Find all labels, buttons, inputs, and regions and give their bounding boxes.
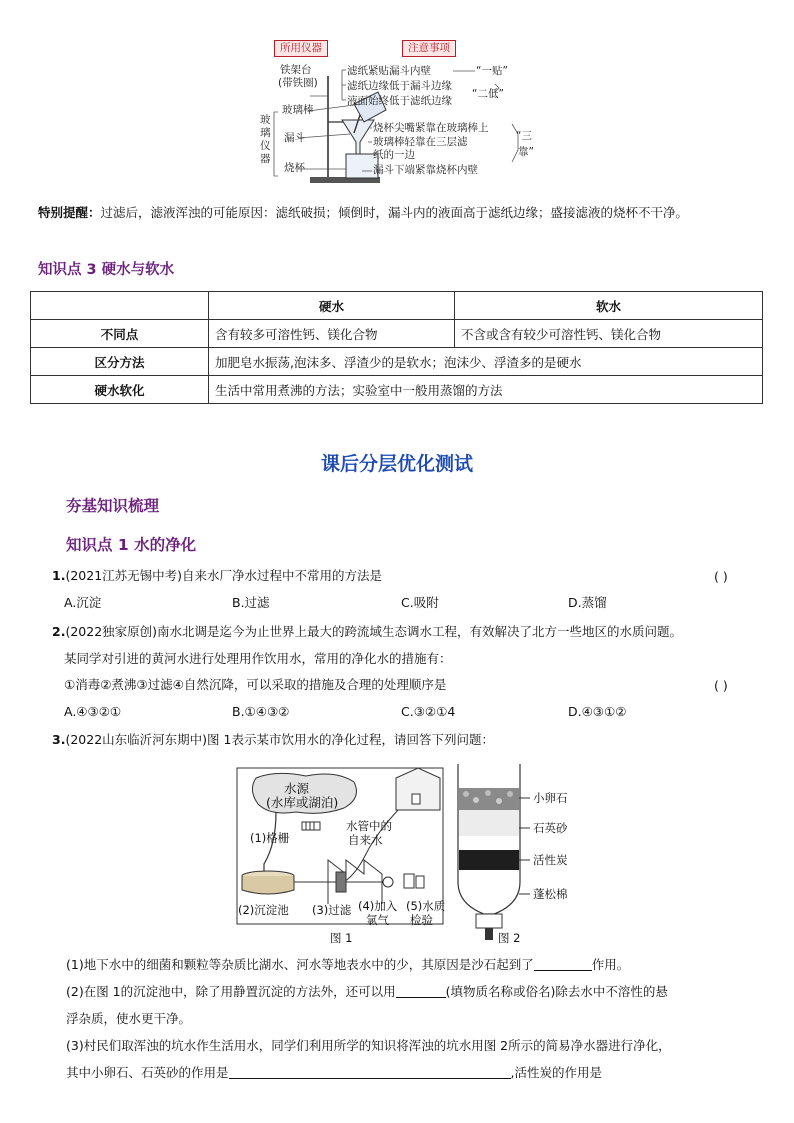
q3-sub1-blank[interactable]	[534, 956, 592, 971]
label-cotton: 蓬松棉	[533, 887, 568, 901]
kp1-title: 知识点 1 水的净化	[66, 536, 197, 554]
glassware-char: 器	[260, 153, 271, 165]
table-corner	[31, 292, 209, 320]
row-label: 硬水软化	[31, 376, 209, 404]
q2-option-b[interactable]: B.①④③②	[232, 704, 290, 719]
note-7: 漏斗下端紧靠烧杯内壁	[373, 164, 478, 176]
row-label: 不同点	[31, 320, 209, 348]
q3-sub2-text-a: (2)在图 1的沉淀池中，除了用静置沉淀的方法外，还可以用	[66, 984, 396, 999]
q2-number: 2.	[52, 624, 66, 639]
tag-two-low: “二低”	[472, 88, 504, 100]
header-instruments: 所用仪器	[274, 40, 328, 57]
q2-stem-3: ①消毒②煮沸③过滤④自然沉降，可以采取的措施及合理的处理顺序是	[64, 677, 447, 692]
label-activated-carbon: 活性炭	[533, 853, 568, 867]
tip-label: 特别提醒：	[38, 205, 101, 220]
note-6: 纸的一边	[373, 149, 415, 161]
q3-sub3: (3)村民们取浑浊的坑水作生活用水，同学们利用所学的知识将浑浊的坑水用图 2所示的简易净水器进行净化，	[66, 1038, 671, 1053]
label-pipe-2: 自来水	[348, 833, 383, 847]
label-quartz-sand: 石英砂	[533, 821, 568, 835]
subsection-title: 夯基知识梳理	[66, 497, 160, 515]
filtration-diagram	[250, 38, 535, 188]
label-glass-rod: 玻璃棒	[282, 104, 314, 116]
q1-option-d[interactable]: D.蒸馏	[568, 595, 607, 610]
label-chlorine-2: 氯气	[366, 913, 389, 927]
tip-text: 过滤后，滤液浑浊的可能原因：滤纸破损；倾倒时，漏斗内的液面高于滤纸边缘；盛接滤液的烧杯不干净。	[100, 205, 689, 220]
col-header-soft: 软水	[455, 292, 763, 320]
header-notes: 注意事项	[402, 40, 456, 57]
q3-number: 3.	[52, 732, 66, 747]
label-pipe-1: 水管中的	[346, 819, 392, 833]
q3-sub2	[66, 979, 668, 1005]
label-test-2: 检验	[410, 913, 433, 927]
q1-text: (2021江苏无锡中考)自来水厂净水过程中不常用的方法是	[65, 568, 383, 583]
q2-option-d[interactable]: D.④③①②	[568, 704, 627, 719]
label-iron-ring: (带铁圈)	[278, 77, 318, 89]
section-title: 课后分层优化测试	[320, 453, 473, 475]
q3-sub3-text-c: ,活性炭的作用是	[510, 1065, 602, 1080]
q2-option-c[interactable]: C.③②①4	[401, 704, 456, 719]
table-row	[31, 348, 763, 376]
q3-sub3-blank-1[interactable]	[229, 1064, 511, 1079]
water-purification-figure	[236, 764, 596, 952]
table-cell: 含有较多可溶性钙、镁化合物	[209, 320, 455, 348]
tag-three-lean-2: 靠”	[518, 146, 534, 158]
label-iron-stand: 铁架台	[280, 64, 312, 76]
note-3: 液面始终低于滤纸边缘	[347, 95, 452, 107]
table-cell: 不含或含有较少可溶性钙、镁化合物	[455, 320, 763, 348]
label-test-1: (5)水质	[406, 899, 446, 913]
q1-answer-paren[interactable]: ( )	[714, 569, 728, 584]
q3-sub1	[66, 952, 629, 978]
label-chlorine-1: (4)加入	[358, 899, 398, 913]
q2-stem-1	[52, 619, 682, 645]
caption-figure-1: 图 1	[330, 931, 353, 945]
tag-three-lean-1: “三	[516, 130, 532, 142]
q1-option-b[interactable]: B.过滤	[232, 595, 270, 610]
hard-soft-water-table	[30, 291, 763, 404]
tag-one-stick: “一贴”	[476, 65, 508, 77]
label-pebbles: 小卵石	[533, 791, 568, 805]
table-header-row	[31, 292, 763, 320]
table-row	[31, 320, 763, 348]
row-label: 区分方法	[31, 348, 209, 376]
q2-stem-2: 某同学对引进的黄河水进行处理用作饮用水，常用的净化水的措施有：	[64, 651, 452, 666]
table-cell: 生活中常用煮沸的方法；实验室中一般用蒸馏的方法	[209, 376, 763, 404]
q1-option-a[interactable]: A.沉淀	[64, 595, 102, 610]
kp3-title: 知识点 3 硬水与软水	[38, 262, 175, 278]
q2-answer-paren[interactable]: ( )	[714, 678, 728, 693]
q3-sub3-text-b: 其中小卵石、石英砂的作用是	[66, 1065, 229, 1080]
q1-option-c[interactable]: C.吸附	[401, 595, 439, 610]
label-sediment: (2)沉淀池	[238, 903, 289, 917]
q3-sub2-blank[interactable]	[396, 983, 446, 998]
q2-option-a[interactable]: A.④③②①	[64, 704, 122, 719]
label-source-1: 水源	[284, 781, 310, 796]
col-header-hard: 硬水	[209, 292, 455, 320]
glassware-char: 璃	[260, 127, 271, 139]
q3-sub3-cont	[66, 1060, 602, 1086]
note-2: 滤纸边缘低于漏斗边缘	[347, 80, 452, 92]
label-beaker: 烧杯	[284, 162, 305, 174]
q1-stem	[52, 563, 382, 589]
note-5: 玻璃棒轻靠在三层滤	[373, 136, 468, 148]
q1-number: 1.	[52, 568, 66, 583]
caption-figure-2: 图 2	[498, 931, 521, 945]
glassware-char: 玻	[260, 114, 271, 126]
note-1: 滤纸紧贴漏斗内壁	[347, 65, 431, 77]
q3-stem	[52, 727, 494, 753]
q3-sub2-cont: 浮杂质，使水更干净。	[66, 1011, 192, 1026]
q3-sub2-text-b: (填物质名称或俗名)除去水中不溶性的悬	[445, 984, 668, 999]
label-glassware	[260, 114, 272, 166]
q3-sub1-text-a: (1)地下水中的细菌和颗粒等杂质比湖水、河水等地表水中的少，其原因是沙石起到了	[66, 957, 534, 972]
label-filter: (3)过滤	[312, 903, 352, 917]
q3-text: (2022山东临沂河东期中)图 1表示某市饮用水的净化过程，请回答下列问题：	[65, 732, 494, 747]
glassware-char: 仪	[260, 140, 271, 152]
q3-sub1-text-b: 作用。	[591, 957, 630, 972]
note-4: 烧杯尖嘴紧靠在玻璃棒上	[373, 122, 489, 134]
label-funnel: 漏斗	[284, 132, 305, 144]
label-grid: (1)格栅	[250, 831, 290, 845]
table-cell: 加肥皂水振荡,泡沫多、浮渣少的是软水；泡沫少、浮渣多的是硬水	[209, 348, 763, 376]
label-source-2: (水库或湖泊)	[266, 795, 339, 810]
q2-text-1: (2022独家原创)南水北调是迄今为止世界上最大的跨流域生态调水工程，有效解决了北方一些地区的水质问题。	[65, 624, 683, 639]
table-row	[31, 376, 763, 404]
special-tip	[38, 199, 758, 226]
